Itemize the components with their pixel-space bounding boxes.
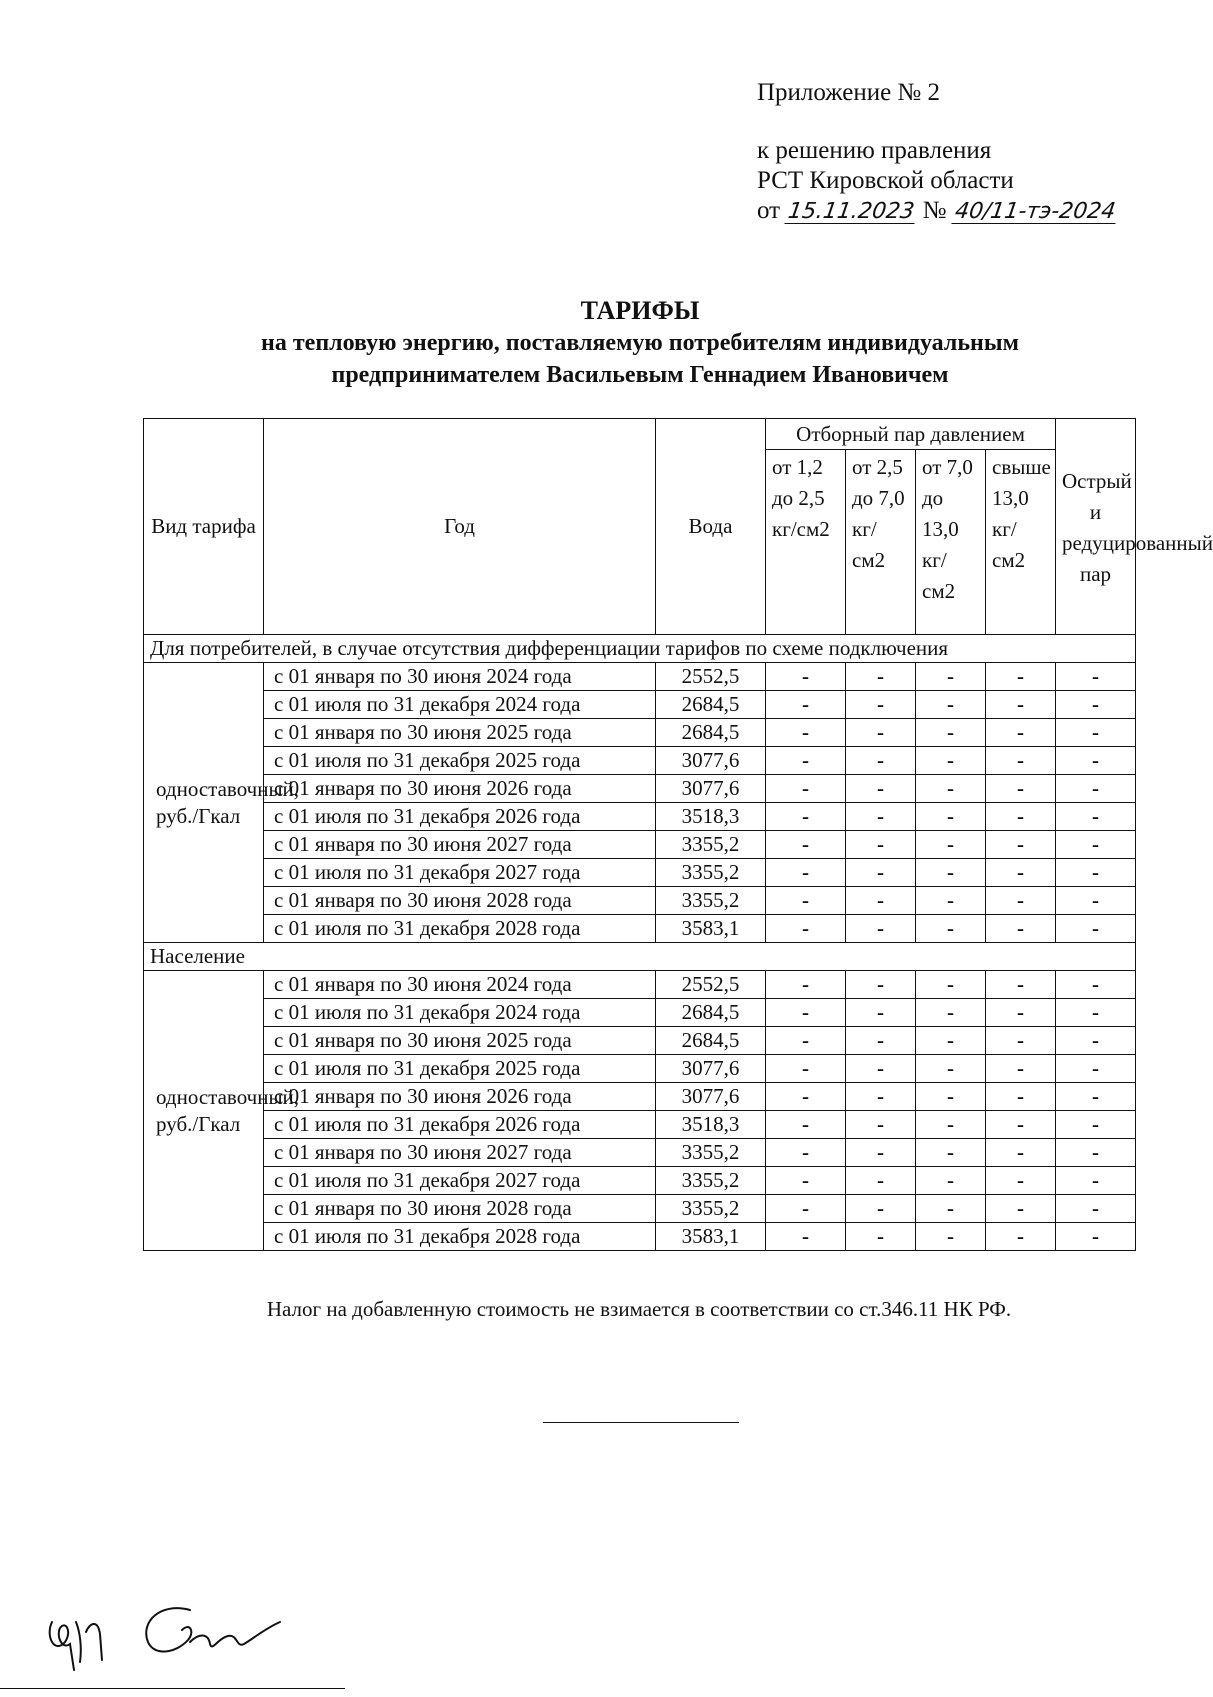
empty-tariff-cell: - bbox=[846, 1223, 916, 1251]
water-tariff-cell: 3355,2 bbox=[656, 1139, 766, 1167]
empty-tariff-cell: - bbox=[986, 1055, 1056, 1083]
empty-tariff-cell: - bbox=[846, 999, 916, 1027]
empty-tariff-cell: - bbox=[766, 887, 846, 915]
empty-tariff-cell: - bbox=[986, 859, 1056, 887]
header-pressure-2: от 2,5 до 7,0 кг/см2 bbox=[846, 450, 916, 635]
empty-tariff-cell: - bbox=[916, 971, 986, 999]
empty-tariff-cell: - bbox=[986, 1139, 1056, 1167]
empty-tariff-cell: - bbox=[846, 1027, 916, 1055]
empty-tariff-cell: - bbox=[916, 803, 986, 831]
water-tariff-cell: 3077,6 bbox=[656, 1083, 766, 1111]
header-water: Вода bbox=[656, 419, 766, 635]
water-tariff-cell: 3355,2 bbox=[656, 1195, 766, 1223]
empty-tariff-cell: - bbox=[916, 691, 986, 719]
decision-line-1: к решению правления bbox=[757, 137, 992, 164]
empty-tariff-cell: - bbox=[766, 1139, 846, 1167]
empty-tariff-cell: - bbox=[1056, 915, 1136, 943]
period-cell: с 01 января по 30 июня 2026 года bbox=[264, 775, 656, 803]
table-row bbox=[144, 663, 1136, 691]
empty-tariff-cell: - bbox=[986, 691, 1056, 719]
table-row bbox=[144, 831, 1136, 859]
empty-tariff-cell: - bbox=[846, 1055, 916, 1083]
empty-tariff-cell: - bbox=[916, 831, 986, 859]
empty-tariff-cell: - bbox=[766, 1055, 846, 1083]
decision-line-2: РСТ Кировской области bbox=[757, 167, 1014, 194]
empty-tariff-cell: - bbox=[846, 663, 916, 691]
empty-tariff-cell: - bbox=[986, 663, 1056, 691]
handwritten-number: 40/11-тэ-2024 bbox=[953, 199, 1117, 224]
number-prefix: № bbox=[922, 197, 947, 224]
empty-tariff-cell: - bbox=[986, 1027, 1056, 1055]
water-tariff-cell: 3355,2 bbox=[656, 859, 766, 887]
period-cell: с 01 июля по 31 декабря 2025 года bbox=[264, 747, 656, 775]
end-rule bbox=[543, 1422, 739, 1423]
empty-tariff-cell: - bbox=[916, 1139, 986, 1167]
table-row bbox=[144, 915, 1136, 943]
table-row bbox=[144, 999, 1136, 1027]
period-cell: с 01 июля по 31 декабря 2028 года bbox=[264, 1223, 656, 1251]
empty-tariff-cell: - bbox=[986, 831, 1056, 859]
signature-image bbox=[40, 1592, 300, 1677]
signature-line bbox=[0, 1688, 345, 1689]
table-row bbox=[144, 1195, 1136, 1223]
empty-tariff-cell: - bbox=[846, 1195, 916, 1223]
empty-tariff-cell: - bbox=[986, 887, 1056, 915]
empty-tariff-cell: - bbox=[1056, 1167, 1136, 1195]
empty-tariff-cell: - bbox=[1056, 999, 1136, 1027]
empty-tariff-cell: - bbox=[986, 915, 1056, 943]
water-tariff-cell: 3355,2 bbox=[656, 831, 766, 859]
period-cell: с 01 января по 30 июня 2028 года bbox=[264, 887, 656, 915]
title-main: ТАРИФЫ bbox=[580, 296, 700, 325]
empty-tariff-cell: - bbox=[916, 775, 986, 803]
empty-tariff-cell: - bbox=[916, 915, 986, 943]
empty-tariff-cell: - bbox=[916, 859, 986, 887]
empty-tariff-cell: - bbox=[916, 1195, 986, 1223]
empty-tariff-cell: - bbox=[846, 859, 916, 887]
date-prefix: от bbox=[757, 197, 781, 224]
empty-tariff-cell: - bbox=[986, 775, 1056, 803]
empty-tariff-cell: - bbox=[846, 691, 916, 719]
empty-tariff-cell: - bbox=[1056, 1139, 1136, 1167]
empty-tariff-cell: - bbox=[986, 1167, 1056, 1195]
table-row bbox=[144, 775, 1136, 803]
table-row bbox=[144, 1027, 1136, 1055]
empty-tariff-cell: - bbox=[766, 915, 846, 943]
empty-tariff-cell: - bbox=[986, 719, 1056, 747]
empty-tariff-cell: - bbox=[766, 775, 846, 803]
empty-tariff-cell: - bbox=[986, 803, 1056, 831]
decision-date-line bbox=[757, 196, 1117, 226]
water-tariff-cell: 2552,5 bbox=[656, 663, 766, 691]
empty-tariff-cell: - bbox=[1056, 1083, 1136, 1111]
empty-tariff-cell: - bbox=[766, 1111, 846, 1139]
table-row bbox=[144, 803, 1136, 831]
empty-tariff-cell: - bbox=[916, 719, 986, 747]
empty-tariff-cell: - bbox=[1056, 887, 1136, 915]
empty-tariff-cell: - bbox=[916, 1111, 986, 1139]
tariff-table bbox=[143, 418, 1213, 1251]
period-cell: с 01 июля по 31 декабря 2024 года bbox=[264, 999, 656, 1027]
empty-tariff-cell: - bbox=[846, 1111, 916, 1139]
table-row bbox=[144, 1111, 1136, 1139]
empty-tariff-cell: - bbox=[766, 803, 846, 831]
water-tariff-cell: 3518,3 bbox=[656, 1111, 766, 1139]
header-tariff-type: Вид тарифа bbox=[144, 419, 264, 635]
period-cell: с 01 января по 30 июня 2027 года bbox=[264, 831, 656, 859]
table-row bbox=[144, 1055, 1136, 1083]
empty-tariff-cell: - bbox=[846, 1139, 916, 1167]
water-tariff-cell: 3077,6 bbox=[656, 747, 766, 775]
empty-tariff-cell: - bbox=[916, 1027, 986, 1055]
period-cell: с 01 июля по 31 декабря 2026 года bbox=[264, 803, 656, 831]
empty-tariff-cell: - bbox=[986, 1195, 1056, 1223]
header-pressure-3: от 7,0 до 13,0 кг/см2 bbox=[916, 450, 986, 635]
empty-tariff-cell: - bbox=[1056, 1195, 1136, 1223]
water-tariff-cell: 3077,6 bbox=[656, 775, 766, 803]
empty-tariff-cell: - bbox=[846, 915, 916, 943]
document-title bbox=[140, 295, 1140, 391]
empty-tariff-cell: - bbox=[1056, 1027, 1136, 1055]
handwritten-date: 15.11.2023 bbox=[786, 199, 917, 224]
empty-tariff-cell: - bbox=[766, 859, 846, 887]
tariff-type-cell: одноставочный, руб./Гкал bbox=[144, 971, 264, 1251]
table-row bbox=[144, 887, 1136, 915]
water-tariff-cell: 2684,5 bbox=[656, 691, 766, 719]
title-line-3: предпринимателем Васильевым Геннадием Ивановичем bbox=[331, 362, 949, 388]
water-tariff-cell: 3518,3 bbox=[656, 803, 766, 831]
period-cell: с 01 января по 30 июня 2024 года bbox=[264, 663, 656, 691]
water-tariff-cell: 2684,5 bbox=[656, 999, 766, 1027]
empty-tariff-cell: - bbox=[846, 803, 916, 831]
empty-tariff-cell: - bbox=[846, 887, 916, 915]
empty-tariff-cell: - bbox=[846, 831, 916, 859]
water-tariff-cell: 3583,1 bbox=[656, 1223, 766, 1251]
empty-tariff-cell: - bbox=[766, 1027, 846, 1055]
empty-tariff-cell: - bbox=[766, 1083, 846, 1111]
empty-tariff-cell: - bbox=[1056, 719, 1136, 747]
empty-tariff-cell: - bbox=[766, 1167, 846, 1195]
header-live-steam: Острый и редуцированный пар bbox=[1056, 419, 1136, 635]
empty-tariff-cell: - bbox=[766, 719, 846, 747]
empty-tariff-cell: - bbox=[986, 971, 1056, 999]
table-row bbox=[144, 1223, 1136, 1251]
appendix-block bbox=[757, 78, 1117, 226]
empty-tariff-cell: - bbox=[846, 971, 916, 999]
period-cell: с 01 июля по 31 декабря 2026 года bbox=[264, 1111, 656, 1139]
empty-tariff-cell: - bbox=[846, 1167, 916, 1195]
empty-tariff-cell: - bbox=[916, 887, 986, 915]
period-cell: с 01 января по 30 июня 2025 года bbox=[264, 719, 656, 747]
period-cell: с 01 июля по 31 декабря 2027 года bbox=[264, 1167, 656, 1195]
period-cell: с 01 января по 30 июня 2027 года bbox=[264, 1139, 656, 1167]
empty-tariff-cell: - bbox=[846, 719, 916, 747]
tariff-type-cell: одноставочный, руб./Гкал bbox=[144, 663, 264, 943]
period-cell: с 01 июля по 31 декабря 2024 года bbox=[264, 691, 656, 719]
header-pressure-4: свыше 13,0 кг/см2 bbox=[986, 450, 1056, 635]
table-row bbox=[144, 691, 1136, 719]
header-pressure-1: от 1,2 до 2,5 кг/см2 bbox=[766, 450, 846, 635]
empty-tariff-cell: - bbox=[766, 831, 846, 859]
water-tariff-cell: 2684,5 bbox=[656, 1027, 766, 1055]
empty-tariff-cell: - bbox=[1056, 859, 1136, 887]
empty-tariff-cell: - bbox=[986, 747, 1056, 775]
period-cell: с 01 июля по 31 декабря 2028 года bbox=[264, 915, 656, 943]
period-cell: с 01 января по 30 июня 2024 года bbox=[264, 971, 656, 999]
empty-tariff-cell: - bbox=[766, 971, 846, 999]
water-tariff-cell: 2552,5 bbox=[656, 971, 766, 999]
empty-tariff-cell: - bbox=[846, 1083, 916, 1111]
empty-tariff-cell: - bbox=[916, 663, 986, 691]
header-year: Год bbox=[264, 419, 656, 635]
header-extraction-steam: Отборный пар давлением bbox=[766, 419, 1056, 450]
empty-tariff-cell: - bbox=[1056, 803, 1136, 831]
table-row bbox=[144, 1167, 1136, 1195]
period-cell: с 01 января по 30 июня 2028 года bbox=[264, 1195, 656, 1223]
empty-tariff-cell: - bbox=[1056, 831, 1136, 859]
empty-tariff-cell: - bbox=[1056, 1055, 1136, 1083]
empty-tariff-cell: - bbox=[986, 999, 1056, 1027]
water-tariff-cell: 3355,2 bbox=[656, 1167, 766, 1195]
empty-tariff-cell: - bbox=[916, 1167, 986, 1195]
empty-tariff-cell: - bbox=[916, 1083, 986, 1111]
table-row bbox=[144, 747, 1136, 775]
empty-tariff-cell: - bbox=[1056, 747, 1136, 775]
section-title: Население bbox=[144, 943, 1136, 971]
table-row bbox=[144, 719, 1136, 747]
empty-tariff-cell: - bbox=[846, 747, 916, 775]
table-row bbox=[144, 859, 1136, 887]
period-cell: с 01 июля по 31 декабря 2025 года bbox=[264, 1055, 656, 1083]
empty-tariff-cell: - bbox=[766, 663, 846, 691]
vat-note: Налог на добавленную стоимость не взимается в соответствии со ст.346.11 НК РФ. bbox=[266, 1297, 1012, 1321]
period-cell: с 01 января по 30 июня 2025 года bbox=[264, 1027, 656, 1055]
empty-tariff-cell: - bbox=[1056, 1111, 1136, 1139]
empty-tariff-cell: - bbox=[1056, 1223, 1136, 1251]
empty-tariff-cell: - bbox=[916, 747, 986, 775]
empty-tariff-cell: - bbox=[986, 1223, 1056, 1251]
water-tariff-cell: 3583,1 bbox=[656, 915, 766, 943]
section-title: Для потребителей, в случае отсутствия дифференциации тарифов по схеме подключения bbox=[144, 635, 1136, 663]
empty-tariff-cell: - bbox=[766, 999, 846, 1027]
appendix-number: Приложение № 2 bbox=[757, 79, 941, 106]
empty-tariff-cell: - bbox=[766, 691, 846, 719]
table-row bbox=[144, 1139, 1136, 1167]
period-cell: с 01 января по 30 июня 2026 года bbox=[264, 1083, 656, 1111]
empty-tariff-cell: - bbox=[986, 1083, 1056, 1111]
empty-tariff-cell: - bbox=[986, 1111, 1056, 1139]
empty-tariff-cell: - bbox=[1056, 691, 1136, 719]
empty-tariff-cell: - bbox=[1056, 663, 1136, 691]
period-cell: с 01 июля по 31 декабря 2027 года bbox=[264, 859, 656, 887]
empty-tariff-cell: - bbox=[1056, 971, 1136, 999]
empty-tariff-cell: - bbox=[1056, 775, 1136, 803]
table-row bbox=[144, 971, 1136, 999]
water-tariff-cell: 3355,2 bbox=[656, 887, 766, 915]
empty-tariff-cell: - bbox=[916, 999, 986, 1027]
title-line-2: на тепловую энергию, поставляемую потребителям индивидуальным bbox=[261, 330, 1019, 356]
water-tariff-cell: 3077,6 bbox=[656, 1055, 766, 1083]
empty-tariff-cell: - bbox=[916, 1055, 986, 1083]
empty-tariff-cell: - bbox=[766, 747, 846, 775]
table-row bbox=[144, 1083, 1136, 1111]
empty-tariff-cell: - bbox=[766, 1195, 846, 1223]
empty-tariff-cell: - bbox=[766, 1223, 846, 1251]
empty-tariff-cell: - bbox=[846, 775, 916, 803]
empty-tariff-cell: - bbox=[916, 1223, 986, 1251]
water-tariff-cell: 2684,5 bbox=[656, 719, 766, 747]
